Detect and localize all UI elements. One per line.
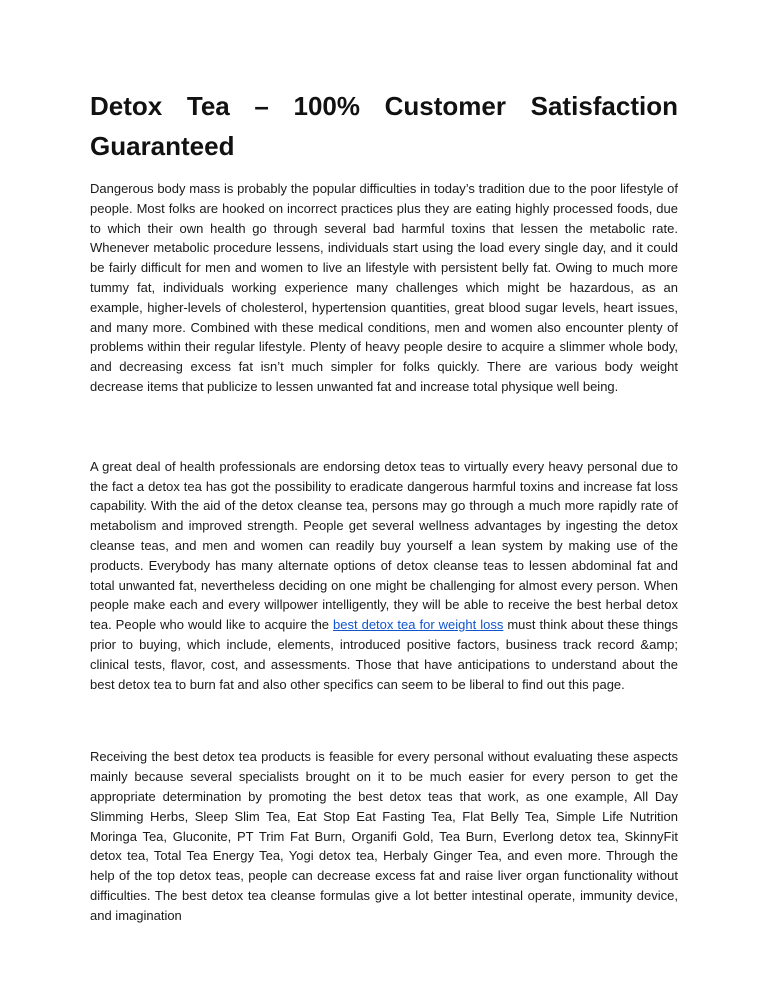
- title-line-2: Guaranteed: [90, 131, 235, 161]
- paragraph-1: Dangerous body mass is probably the popular difficulties in today’s tradition due to the poor lifestyle of people. Most folks are hooked on incorrect practices plus they are eating highly processed foods, due to which their own health go through several bad harmful toxins that lessen the metabolic rate. Whenever metabolic procedure lessens, individuals start using the load every single day, and it could be fairly difficult for men and women to live an lifestyle with persistent belly fat. Owing to much more tummy fat, individuals working experience many challenges which might be hazardous, as an example, higher-levels of cholesterol, hypertension quantities, great blood sugar levels, heart issues, and many more. Combined with these medical conditions, men and women also encounter plenty of problems within their regular lifestyle. Plenty of heavy people desire to acquire a slimmer whole body, and decreasing excess fat isn’t much simpler for folks quickly. There are various body weight decrease items that publicize to lessen unwanted fat and increase total physique well being.: [90, 181, 678, 394]
- title-line-1: Detox Tea – 100% Customer Satisfaction: [90, 91, 678, 121]
- best-detox-tea-link[interactable]: best detox tea for weight loss: [333, 617, 504, 633]
- paragraph-2-text-before: A great deal of health professionals are endorsing detox teas to virtually every heavy personal due to the fact a detox tea has got the possibility to eradicate dangerous harmful toxins and increase fat loss capability. With the aid of the detox cleanse tea, persons may go through a much more rapidly rate of metabolism and improved strength. People get several wellness advantages by ingesting the detox cleanse teas, and men and women can readily buy yourself a lean system by making use of the products. Everybody has many alternate options of detox cleanse teas to lessen abdominal fat and total unwanted fat, nevertheless deciding on one might be challenging for almost every person. When people make each and every willpower intelligently, they will be able to receive the best herbal detox tea. People who would like to acquire the: [90, 458, 678, 633]
- document-page: [90, 0, 678, 926]
- paragraph-2-text-after: must think about these things prior to buying, which include, elements, introduced positive factors, business track record &amp; clinical tests, flavor, cost, and assessments. Those that have anticipations to understand about the best detox tea to burn fat and also other specifics can seem to be liberal to find out this page.: [90, 617, 678, 692]
- paragraph-2: [90, 457, 678, 695]
- document-title: [90, 0, 678, 166]
- paragraph-3: Receiving the best detox tea products is feasible for every personal without evaluating these aspects mainly because several specialists brought on it to be much easier for every person to get the appropriate determination by promoting the best detox teas that work, as one example, All Day Slimming Herbs, Sleep Slim Tea, Eat Stop Eat Fasting Tea, Flat Belly Tea, Simple Life Nutrition Moringa Tea, Gluconite, PT Trim Fat Burn, Organifi Gold, Tea Burn, Everlong detox tea, SkinnyFit detox tea, Total Tea Energy Tea, Yogi detox tea, Herbaly Ginger Tea, and even more. Through the help of the top detox teas, people can decrease excess fat and raise liver organ functionality without difficulties. The best detox tea cleanse formulas give a lot better intestinal operate, immunity device, and imagination: [90, 749, 678, 923]
